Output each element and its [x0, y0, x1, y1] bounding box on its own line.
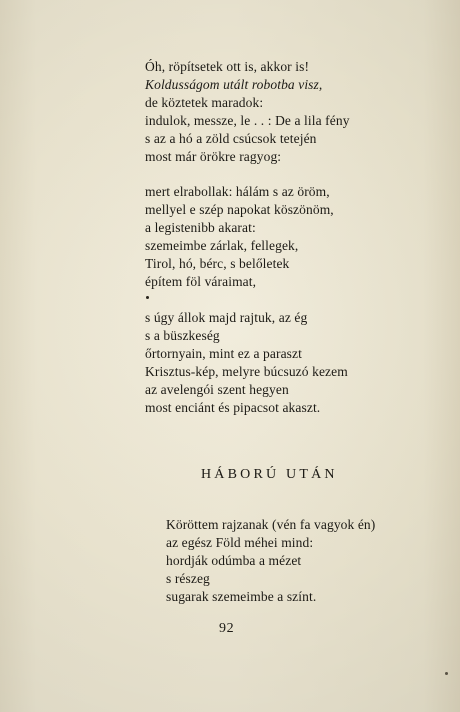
section-title: HÁBORÚ UTÁN: [201, 467, 338, 482]
poem-line: indulok, messze, le . . : De a lila fény: [145, 113, 350, 128]
poem-line: Köröttem rajzanak (vén fa vagyok én): [166, 517, 376, 532]
poem-line: Óh, röpítsetek ott is, akkor is!: [145, 59, 310, 74]
poem-line: most már örökre ragyog:: [145, 149, 282, 164]
ink-mark: [146, 296, 149, 299]
poem-line: mellyel e szép napokat köszönöm,: [145, 202, 334, 217]
poem-line: Koldusságom utált robotba visz,: [145, 77, 323, 92]
poem-line: Tirol, hó, bérc, s belőletek: [145, 256, 290, 271]
paper-speck: [445, 672, 448, 675]
poem-line: építem föl váraimat,: [145, 274, 257, 289]
poem-line: s részeg: [166, 571, 210, 586]
poem-line: Krisztus-kép, melyre búcsuzó kezem: [145, 364, 348, 379]
poem-line: s a büszkeség: [145, 328, 220, 343]
poem-line: hordják odúmba a mézet: [166, 553, 302, 568]
poem-line: sugarak szemeimbe a színt.: [166, 589, 317, 604]
poem-line: az egész Föld méhei mind:: [166, 535, 314, 550]
poem-line: mert elrabollak: hálám s az öröm,: [145, 184, 330, 199]
poem-line: most enciánt és pipacsot akaszt.: [145, 400, 321, 415]
poem-line: a legistenibb akarat:: [145, 220, 256, 235]
page-number: 92: [219, 621, 235, 636]
poem-line: az avelengói szent hegyen: [145, 382, 289, 397]
poem-line: szemeimbe zárlak, fellegek,: [145, 238, 299, 253]
poem-line: őrtornyain, mint ez a paraszt: [145, 346, 302, 361]
poem-line: s úgy állok majd rajtuk, az ég: [145, 310, 308, 325]
poem-line: de köztetek maradok:: [145, 95, 264, 110]
poem-line: s az a hó a zöld csúcsok tetején: [145, 131, 317, 146]
